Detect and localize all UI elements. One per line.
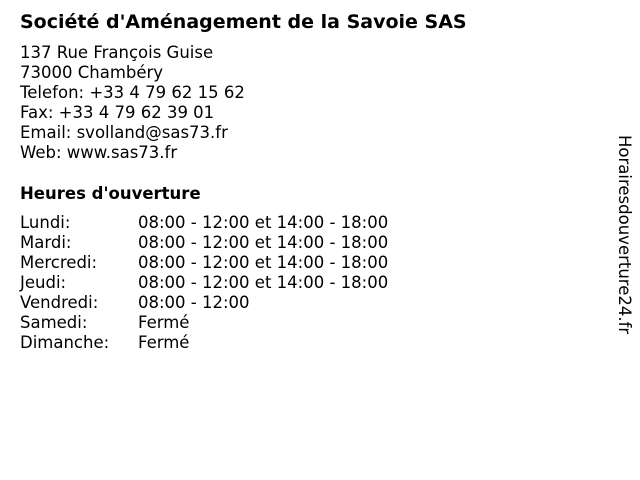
address-street: 137 Rue François Guise [20,43,214,62]
day-label: Samedi: [20,313,88,332]
fax-number: Fax: +33 4 79 62 39 01 [20,103,215,122]
day-hours: 08:00 - 12:00 et 14:00 - 18:00 [138,213,389,232]
day-label: Dimanche: [20,333,110,352]
website: Web: www.sas73.fr [20,143,178,162]
day-hours: Fermé [138,333,190,352]
day-label: Mardi: [20,233,72,252]
address-city: 73000 Chambéry [20,63,164,82]
day-label: Lundi: [20,213,71,232]
company-name: Société d'Aménagement de la Savoie SAS [20,11,467,33]
day-label: Jeudi: [20,273,67,292]
day-hours: Fermé [138,313,190,332]
opening-hours-heading: Heures d'ouverture [20,184,201,203]
contact-block [20,43,245,163]
day-label: Mercredi: [20,253,98,272]
phone-number: Telefon: +33 4 79 62 15 62 [20,83,245,102]
brand-watermark [614,135,634,370]
day-label: Vendredi: [20,293,99,312]
day-hours: 08:00 - 12:00 [138,293,250,312]
brand-watermark-text: Horairesdouverture24.fr [615,135,634,335]
day-hours: 08:00 - 12:00 et 14:00 - 18:00 [138,233,389,252]
day-hours: 08:00 - 12:00 et 14:00 - 18:00 [138,273,389,292]
day-hours: 08:00 - 12:00 et 14:00 - 18:00 [138,253,389,272]
email-address: Email: svolland@sas73.fr [20,123,228,142]
